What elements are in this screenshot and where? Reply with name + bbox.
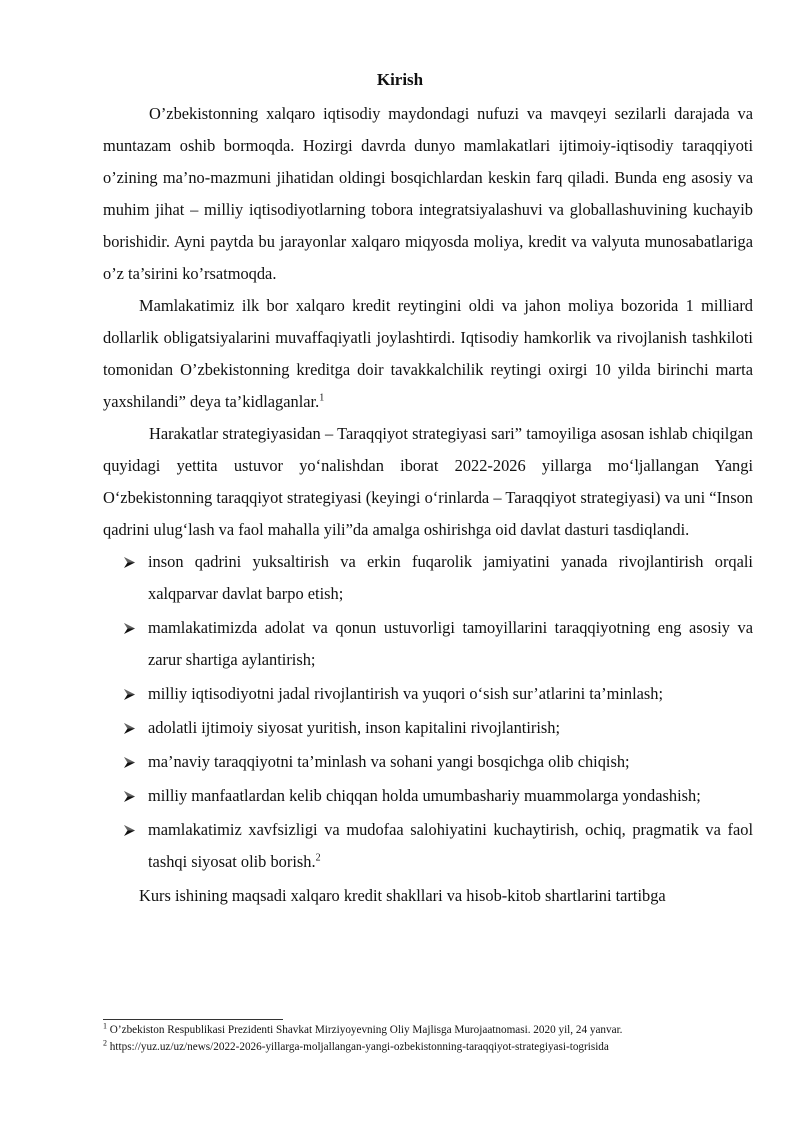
arrow-bullet-icon: [123, 780, 141, 812]
footnote-2: [103, 1039, 763, 1056]
paragraph-strategy: Harakatlar strategiyasidan – Taraqqiyot strategiyasi sari” tamoyiliga asosan ishlab chiqilgan quyidagi yettita ustuvor yo‘nalishdan iborat 2022-2026 yillarga mo‘ljallangan Yangi O‘zbekistonning taraqqiyot strategiyasi (keyingi o‘rinlarda – Taraqqiyot strategiyasi) va uni “Inson qadrini ulug‘lash va faol mahalla yili”da amalga oshirishga oid davlat dasturi tasdiqlandi.: [103, 424, 753, 539]
footnote-ref-2[interactable]: 2: [315, 852, 321, 864]
list-item: [103, 746, 753, 778]
arrow-bullet-icon: [123, 546, 141, 578]
footnotes: [103, 1022, 763, 1056]
list-item-text: milliy manfaatlardan kelib chiqqan holda umumbashariy muammolarga yondashish;: [148, 786, 701, 805]
footnote-number: 2: [103, 1038, 107, 1048]
footnote-link[interactable]: https://yuz.uz/uz/news/2022-2026-yillarga-moljallangan-yangi-ozbekistonning-taraqqiyot-strategiyasi-togrisida: [109, 1041, 609, 1053]
paragraph-credit-rating-text: Mamlakatimiz ilk bor xalqaro kredit reytingini oldi va jahon moliya bozorida 1 milliard dollarlik obligatsiyalarini muvaffaqiyatli joylashtirdi. Iqtisodiy hamkorlik va rivojlanish tashkiloti tomonidan O’zbekistonning kreditga doir tavakkalchilik reytingi oxirgi 10 yilda birinchi marta yaxshilandi” deya ta’kidlaganlar.: [103, 296, 753, 411]
footnote-ref-1[interactable]: 1: [319, 392, 325, 404]
arrow-bullet-icon: [123, 814, 141, 846]
list-item: [103, 678, 753, 710]
footnote-text: O’zbekiston Respublikasi Prezidenti Shavkat Mirziyoyevning Oliy Majlisga Murojaatnomasi. 2020 yil, 24 yanvar.: [109, 1024, 623, 1036]
paragraph-aim: Kurs ishining maqsadi xalqaro kredit shakllari va hisob-kitob shartlarini tartibga: [139, 886, 666, 905]
arrow-bullet-icon: [123, 746, 141, 778]
footnote-1: [103, 1022, 763, 1039]
footnote-number: 1: [103, 1021, 107, 1031]
footnote-divider: [103, 1019, 283, 1020]
page-title: Kirish: [376, 70, 424, 89]
list-item-text: milliy iqtisodiyotni jadal rivojlantirish va yuqori o‘sish sur’atlarini ta’minlash;: [148, 684, 664, 703]
arrow-bullet-icon: [123, 612, 141, 644]
document-body: [103, 98, 753, 912]
priority-list: [103, 546, 753, 878]
list-item: [103, 612, 753, 676]
paragraph-intro: O’zbekistonning xalqaro iqtisodiy maydondagi nufuzi va mavqeyi sezilarli darajada va muntazam oshib bormoqda. Hozirgi davrda dunyo mamlakatlari ijtimoiy-iqtisodiy taraqqiyoti o’zining ma’no-mazmuni jihatidan oldingi bosqichlardan keskin farq qiladi. Bunda eng asosiy va muhim jihat – milliy iqtisodiyotlarning tobora integratsiyalashuvi va globallashuvining kuchayib borishidir. Ayni paytda bu jarayonlar xalqaro miqyosda moliya, kredit va valyuta munosabatlariga o’z ta’sirini ko’rsatmoqda.: [103, 104, 753, 283]
list-item: [103, 814, 753, 878]
list-item-text: mamlakatimizda adolat va qonun ustuvorligi tamoyillarini taraqqiyotning eng asosiy va zarur shartiga aylantirish;: [148, 618, 753, 669]
arrow-bullet-icon: [123, 678, 141, 710]
list-item: [103, 712, 753, 744]
list-item-text: inson qadrini yuksaltirish va erkin fuqarolik jamiyatini yanada rivojlantirish orqali xalqparvar davlat barpo etish;: [148, 552, 753, 603]
list-item: [103, 546, 753, 610]
arrow-bullet-icon: [123, 712, 141, 744]
list-item-text: ma’naviy taraqqiyotni ta’minlash va sohani yangi bosqichga olib chiqish;: [148, 752, 630, 771]
paragraph-credit-rating: [103, 290, 753, 418]
list-item-text: mamlakatimiz xavfsizligi va mudofaa salohiyatini kuchaytirish, ochiq, pragmatik va faol tashqi siyosat olib borish.: [148, 820, 753, 871]
list-item: [103, 780, 753, 812]
list-item-text: adolatli ijtimoiy siyosat yuritish, inson kapitalini rivojlantirish;: [148, 718, 561, 737]
